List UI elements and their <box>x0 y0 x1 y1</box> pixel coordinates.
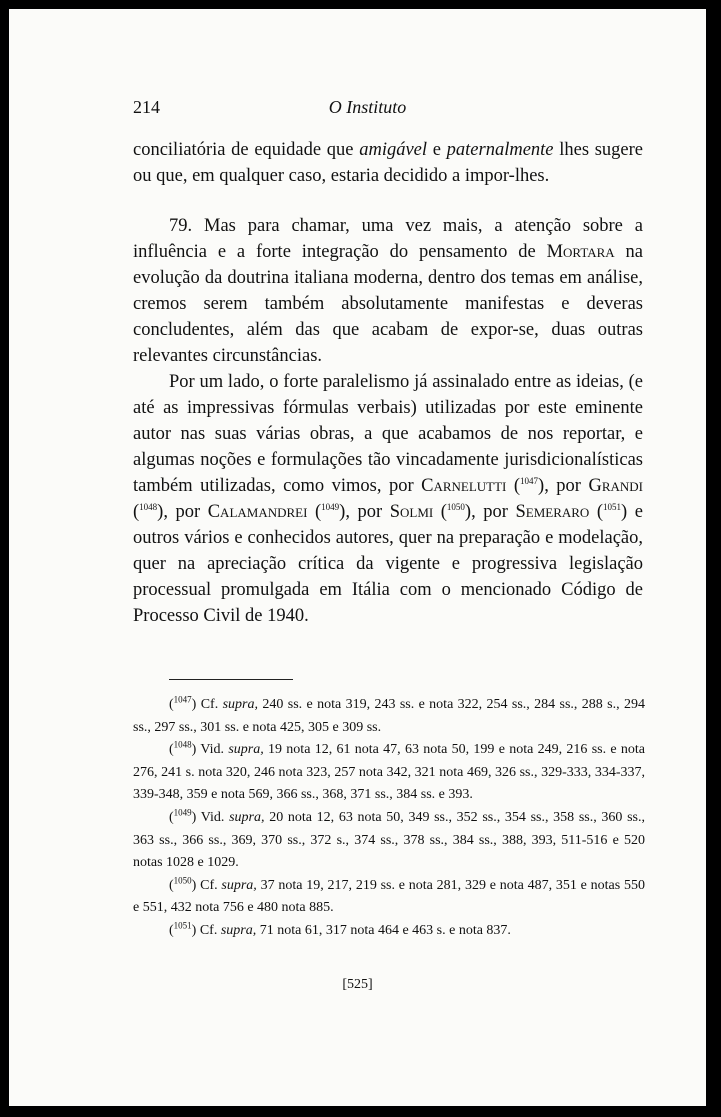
text-run: Por um lado, o forte paralelismo já assinalado entre as ideias, (e até as impressivas fórmulas verbais) utilizadas por este eminente autor nas suas várias obras, a que acabamos de nos reportar, e algumas noções e formulações tão vincadamente jurisdicionalísticas também utilizadas, como vimos, por <box>133 372 643 496</box>
paragraph-79 <box>133 213 643 369</box>
italic-term: supra, <box>222 697 258 712</box>
italic-term: amigável <box>359 140 428 160</box>
text-run: , por <box>163 502 208 522</box>
footnote: ($^{1050}$) Cf. supra, 37 nota 19, 217, 219 ss. e nota 281, 329 e nota 487, 351 e notas 550 e 551, 432 nota 756 e 480 nota 885. <box>133 875 645 916</box>
author-name: Mortara <box>546 242 615 262</box>
text-run: , por <box>345 502 390 522</box>
text-run: Cf. <box>200 697 223 712</box>
author-name: Solmi <box>389 502 434 522</box>
text-run: Vid. <box>200 809 230 825</box>
main-text <box>133 137 643 629</box>
footnotes <box>133 694 645 943</box>
text-run: e outros vários e conhecidos autores, quer na preparação e modelação, quer na apreciação crítica da vigente e progressiva legislação processual promulgada em Itália com o mencionado Código de Processo Civil de 1940. <box>133 502 643 626</box>
author-name: Carnelutti <box>421 476 507 496</box>
footnote-ref[interactable]: 1047 <box>520 475 539 486</box>
author-name: Grandi <box>588 476 643 496</box>
italic-term: paternalmente <box>446 140 554 160</box>
italic-term: supra, <box>220 922 257 938</box>
footnote: ($^{1047}$) Cf. supra, 240 ss. e nota 319, 243 ss. e nota 322, 254 ss., 284 ss., 288 s., 294 ss., 297 ss., 301 ss. e nota 425, 305 e 309 ss. <box>133 694 646 735</box>
italic-term: supra, <box>221 877 257 893</box>
text-run: , por <box>471 502 516 522</box>
footnote-mark: 1050 <box>173 875 192 886</box>
book-page <box>9 9 706 1106</box>
footnote-ref[interactable]: 1049 <box>321 501 340 512</box>
footnote: ($^{1049}$) Vid. supra, 20 nota 12, 63 nota 50, 349 ss., 352 ss., 354 ss., 358 ss., 360 ss., 363 ss., 366 ss., 369, 370 ss., 372 s., 374 ss., 378 ss., 384 ss., 388, 393, 511-516 e 520 notas 1028 e 1029. <box>133 807 645 871</box>
text-run: Cf. <box>199 922 221 938</box>
footnote-text: 71 nota 61, 317 nota 464 e 463 s. e nota 837. <box>256 922 511 938</box>
footnote-mark: 1049 <box>173 807 192 818</box>
footnote-text: 20 nota 12, 63 nota 50, 349 ss., 352 ss., 354 ss., 358 ss., 360 ss., 363 ss., 366 ss., 369, 370 ss., 372 s., 374 ss., 378 ss., 384 ss., 388, 393, 511-516 e 520 notas 1028 e 1029. <box>133 809 645 871</box>
text-run: na evolução da doutrina italiana moderna, dentro dos temas em análise, cremos serem também absolutamente manifestas e deveras concludentes, além das que acabam de expor-se, duas outras relevantes circunstâncias. <box>133 242 643 366</box>
paragraph <box>133 137 643 189</box>
author-name: Calamandrei <box>207 502 308 522</box>
paragraph: Por um lado, o forte paralelismo já assinalado entre as ideias, (e até as impressivas fórmulas verbais) utilizadas por este eminente autor nas suas várias obras, a que acabamos de nos reportar, e algumas noções e formulações tão vincadamente jurisdicionalísticas também utilizadas, como vimos, por Carnelutti ($^{1047}$), por Grandi ($^{1048}$), por Calamandrei ($^{1049}$), por Solmi ($^{1050}$), por Semeraro ($^{1051}$) e outros vários e conhecidos autores, quer na preparação e modelação, quer na apreciação crítica da vigente e progressiva legislação processual promulgada em Itália com o mencionado Código de Processo Civil de 1940. <box>133 372 643 626</box>
author-name: Semeraro <box>515 502 590 522</box>
footnote-separator <box>169 679 293 680</box>
footnote-text: 240 ss. e nota 319, 243 ss. e nota 322, 254 ss., 284 ss., 288 s., 294 ss., 297 ss., 301 ss. e nota 425, 305 e 309 ss. <box>133 697 646 735</box>
footnote-mark: 1048 <box>173 739 192 750</box>
footnote-text: 19 nota 12, 61 nota 47, 63 nota 50, 199 e nota 249, 216 ss. e nota 276, 241 s. nota 320, 246 nota 323, 257 nota 342, 321 nota 469, 326 ss., 329-333, 334-337, 339-348, 359 e nota 569, 366 ss., 368, 371 ss., 384 ss. e 393. <box>133 742 645 803</box>
page-number: 214 <box>133 97 160 117</box>
text-run: conciliatória de equidade que <box>133 140 360 160</box>
italic-term: supra, <box>228 742 264 758</box>
footnote-ref[interactable]: 1048 <box>139 501 158 512</box>
footnote-text: 37 nota 19, 217, 219 ss. e nota 281, 329 e nota 487, 351 e notas 550 e 551, 432 nota 756 e 480 nota 885. <box>133 877 645 916</box>
text-run: Cf. <box>200 877 222 893</box>
footnote-ref[interactable]: 1050 <box>446 501 465 512</box>
text-run: lhes sugere ou que, em qualquer caso, estaria decidido a impor-lhes. <box>133 140 643 186</box>
footnote-mark: 1051 <box>173 920 192 931</box>
text-run: e <box>427 140 447 160</box>
text-run: 79. Mas para chamar, uma vez mais, a atenção sobre a influência e a forte integração do pensamento de <box>133 216 643 262</box>
running-title: O Instituto <box>328 97 407 117</box>
text-run: Vid. <box>200 742 229 758</box>
footnote: ($^{1051}$) Cf. supra, 71 nota 61, 317 nota 464 e 463 s. e nota 837. <box>169 920 511 938</box>
text-run: , por <box>544 476 589 496</box>
page-folio: [525] <box>342 977 373 992</box>
footnote-ref[interactable]: 1051 <box>603 501 622 512</box>
footnote-mark: 1047 <box>173 694 192 705</box>
italic-term: supra, <box>229 809 265 825</box>
footnote: ($^{1048}$) Vid. supra, 19 nota 12, 61 nota 47, 63 nota 50, 199 e nota 249, 216 ss. e nota 276, 241 s. nota 320, 246 nota 323, 257 nota 342, 321 nota 469, 326 ss., 329-333, 334-337, 339-348, 359 e nota 569, 366 ss., 368, 371 ss., 384 ss. e 393. <box>133 739 645 803</box>
